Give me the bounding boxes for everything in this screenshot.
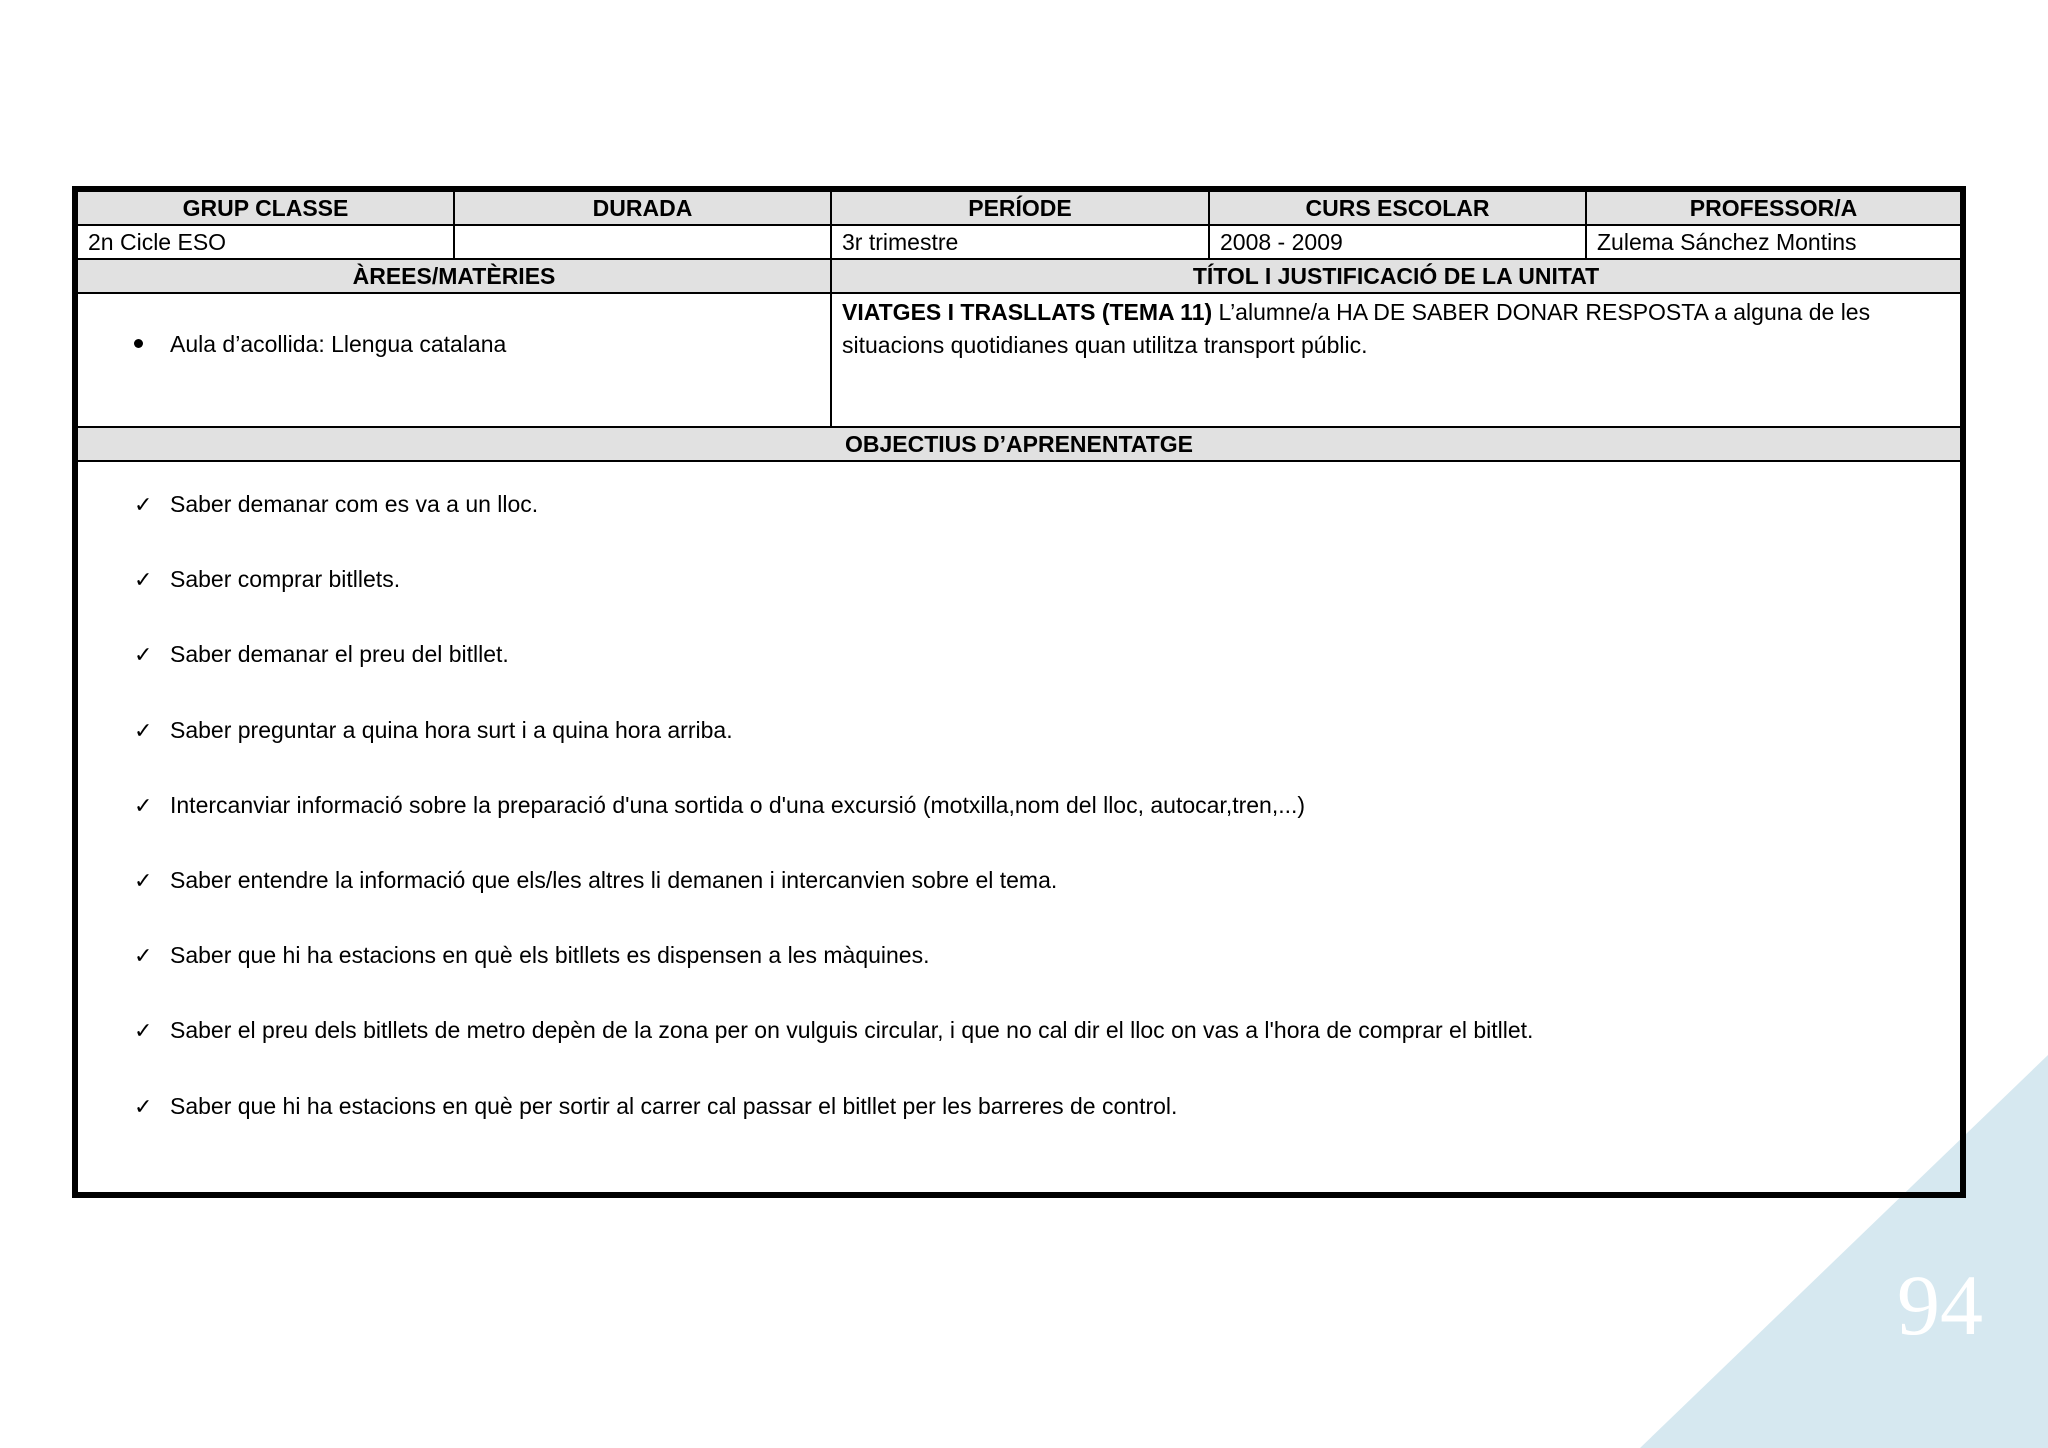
checkmark-icon: ✓ xyxy=(134,568,153,594)
areas-heading: ÀREES/MATÈRIES xyxy=(78,260,832,292)
checkmark-icon: ✓ xyxy=(134,643,153,669)
objective-item xyxy=(134,1014,1533,1048)
objective-text: Saber demanar com es va a un lloc. xyxy=(170,491,539,517)
title-content xyxy=(832,294,1960,426)
checkmark-icon: ✓ xyxy=(134,718,153,744)
header-curs-escolar: CURS ESCOLAR xyxy=(1210,192,1587,224)
objectives-heading: OBJECTIUS D’APRENENTATGE xyxy=(78,428,1960,460)
value-grup-classe: 2n Cicle ESO xyxy=(78,226,455,258)
page-number: 94 xyxy=(1897,1257,1983,1353)
unit-title: VIATGES I TRASLLATS (TEMA 11) xyxy=(842,299,1213,325)
areas-title-row xyxy=(78,294,1960,428)
header-durada: DURADA xyxy=(455,192,832,224)
checkmark-icon: ✓ xyxy=(134,493,153,518)
header-professor: PROFESSOR/A xyxy=(1587,192,1960,224)
title-heading: TÍTOL I JUSTIFICACIÓ DE LA UNITAT xyxy=(832,260,1960,292)
checkmark-icon: ✓ xyxy=(134,793,153,819)
value-professor: Zulema Sánchez Montins xyxy=(1597,229,1857,255)
objective-item xyxy=(134,1090,1177,1124)
header-grup-classe: GRUP CLASSE xyxy=(78,192,455,224)
values-row xyxy=(78,226,1960,260)
header-row xyxy=(78,192,1960,226)
header-periode: PERÍODE xyxy=(832,192,1210,224)
section-headings-row xyxy=(78,260,1960,294)
areas-content xyxy=(78,294,832,426)
objective-item xyxy=(134,864,1057,898)
objective-item xyxy=(134,714,733,748)
checkmark-icon: ✓ xyxy=(134,869,153,894)
objective-text: Saber que hi ha estacions en què els bitllets es dispensen a les màquines. xyxy=(170,942,930,969)
objective-text: Saber comprar bitllets. xyxy=(170,566,401,593)
objective-text: Saber que hi ha estacions en què per sortir al carrer cal passar el bitllet per les barreres de control. xyxy=(170,1092,1178,1119)
objective-text: Saber demanar el preu del bitllet. xyxy=(170,641,509,668)
checkmark-icon: ✓ xyxy=(134,1094,153,1120)
checkmark-icon: ✓ xyxy=(134,944,153,970)
objective-item xyxy=(134,939,929,973)
objectives-heading-row xyxy=(78,428,1960,462)
objectives-section xyxy=(78,462,1960,1192)
value-durada xyxy=(455,226,832,258)
objective-item xyxy=(134,638,509,672)
objective-text: Intercanviar informació sobre la preparació d'una sortida o d'una excursió (motxilla,nom del lloc, autocar,tren,...) xyxy=(170,791,1306,818)
objective-text: Saber el preu dels bitllets de metro depèn de la zona per on vulguis circular, i que no cal dir el lloc on vas a l'hora de comprar el bitllet. xyxy=(170,1017,1534,1044)
objective-item xyxy=(134,488,538,522)
bullet-icon xyxy=(134,339,143,348)
checkmark-icon: ✓ xyxy=(134,1019,153,1045)
objective-text: Saber preguntar a quina hora surt i a quina hora arriba. xyxy=(170,716,733,743)
value-curs-escolar: 2008 - 2009 xyxy=(1210,226,1587,258)
area-item-label: Aula d’acollida: Llengua catalana xyxy=(170,331,507,357)
objective-text: Saber entendre la informació que els/les altres li demanen i intercanvien sobre el tema. xyxy=(170,867,1058,893)
objective-item xyxy=(134,789,1305,823)
value-periode: 3r trimestre xyxy=(832,226,1210,258)
area-item xyxy=(134,328,506,360)
unit-justification: L’alumne/a HA DE SABER DONAR RESPOSTA a alguna de les situacions quotidianes quan utilitza transport públic. xyxy=(842,299,1871,358)
objective-item xyxy=(134,563,400,597)
unit-plan-table xyxy=(72,186,1966,1198)
